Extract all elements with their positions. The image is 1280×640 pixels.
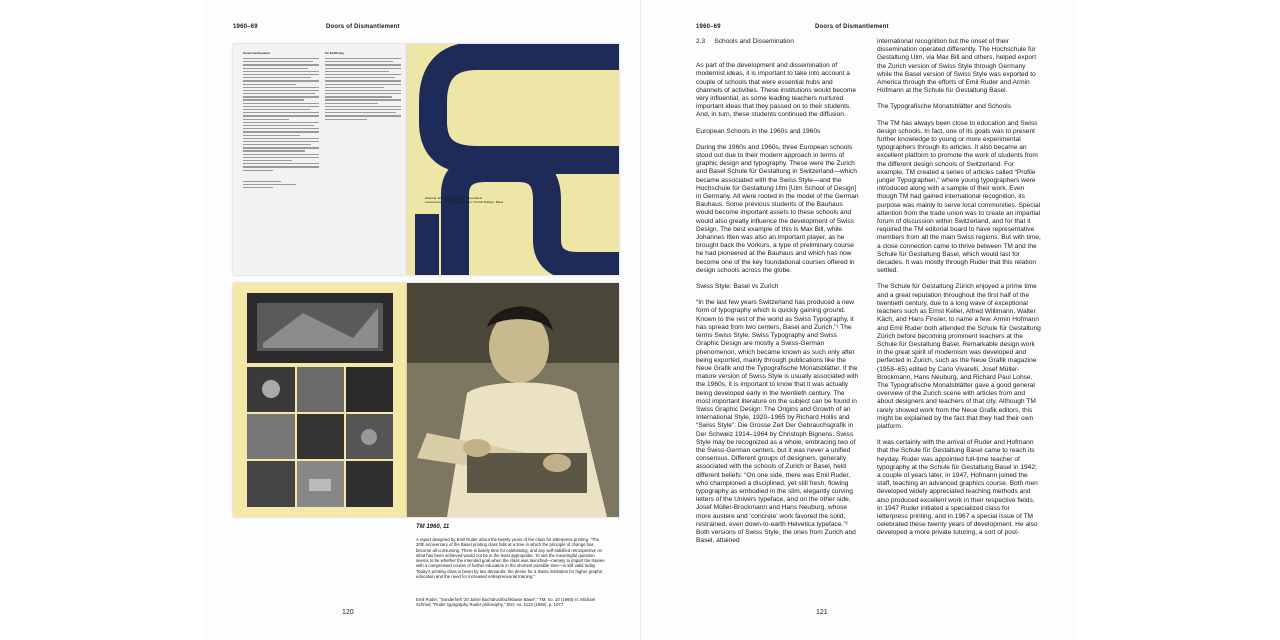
- right-column-2: [877, 38, 1041, 546]
- right-running-head-title: Doors of Dismantlement: [815, 24, 889, 30]
- cover-caption: [425, 196, 503, 204]
- left-running-head-title: Doors of Dismantlement: [326, 24, 400, 30]
- paragraph-european-schools: During the 1960s and 1960s, three European schools stood out due to their modern approach in terms of graphic design and typography. These were the Zurich and Basel Schule für Gestaltung in Switzerland—which became associated with the Swiss Style—and the Hochschule für Gestaltung Ulm [Ulm School of Design] in Germany. All were rooted in the model of the German Bauhaus. Some previous students of the Bauhaus would become important assets to these schools and would also greatly influence the development of Swiss Design. The best example of this is Max Bill, while Johannes Itten was also an important player, as he brought back the Vorkurs, a type of preliminary course he had pioneered at the Bauhaus and which has now become one of the key foundational courses offered in design schools across the globe.: [696, 143, 859, 274]
- left-running-head-date: 1960–69: [233, 24, 258, 30]
- photo-student-page: [407, 283, 619, 517]
- right-folio: 121: [816, 609, 828, 616]
- facsimile-text-page: [233, 44, 407, 275]
- subheading-tm-schools: The Typografische Monatsblätter and Schools: [877, 103, 1012, 111]
- cover-caption-line-2: Letterpresspreis und Begegnungen mit Rolf Rüdiger, Basel: [425, 200, 504, 204]
- facsimile-col-1-title: Gesetzt bei Neueinem: [243, 52, 270, 55]
- section-title: Schools and Dissemination: [714, 38, 794, 45]
- photo-grid-page: [233, 283, 407, 517]
- right-running-head-date: 1960–69: [696, 24, 721, 30]
- paragraph-dissemination: international recognition but the onset of their dissemination operated differently. The Hochschule für Gestaltung Ulm, via Max Bill and others, helped export the Zurich version of Swiss Style through Germany while the Basel version of Swiss Style was exported to America through the efforts of Emil Ruder and Armin Hofmann at the Schule für Gestaltung Basel.: [877, 38, 1037, 95]
- subheading-european-schools: European Schools in the 1960s and 1960s: [696, 127, 821, 135]
- facsimile-col-2: [325, 52, 401, 122]
- paragraph-tm: The TM has always been close to education and Swiss design schools. In fact, one of its goals was to present further knowledge to young or more experimental typographers through its articles. It also became an excellent platform to promote the work of students from the different design schools of Switzerland. For example, TM created a series of articles called “Profile junger Typographen,” where young typographers were introduced along with a sample of their work. Even though TM had gained international recognition, its purpose was mainly to serve local communities. Special attention from the trade union was to create an impartial forum of discussion within Switzerland, and for that it required the TM editorial board to have representative members from all the main Swiss regions. But with time, a close connection came to thrive between TM and the Schule für Gestaltung Basel, which would last for decades. It was mostly through Ruder that this relation settled.: [877, 119, 1041, 275]
- paragraph-swiss-style: “In the last few years Switzerland has produced a new form of typography which is quickly gaining ground. Known to the rest of the world as Swiss Typography, it has spread from two centers, Basel and Zurich.”¹ The terms Swiss Style, Swiss Typography and Swiss Graphic Design are mostly a Swiss-German phenomenon, which became known as such only after being exported, mainly through publications like the Neue Grafik and the Typografische Monatsblätter. If the mature version of Swiss Style is usually associated with the 1960s, it is important to know that it was actually being developed early in the twentieth century. The most important literature on the subject can be found in Swiss Graphic Design: The Origins and Growth of an International Style, 1920–1965 by Richard Hollis and “Swiss Style”: Die Grosse Zeit Der Gebrauchsgrafik in Der Schweiz 1914–1964 by Christoph Bignens. Swiss Style may be recognized as a whole, embracing two of the Swiss-German centers, but it was never a unified consensus. Different groups of designers, generally associated with the schools of Zurich or Basel, held different beliefs: “On one side, there was Emil Ruder, who championed a disciplined, yet still fresh, flowing typography as embodied in the slim, elegantly curving letters of the Univers typeface, and on the other side, Josef Müller-Brockmann and Hans Neuburg, whose more austere and ‘concrete’ work favored the solid, restrained, even down-to-earth Helvetica typeface.”² Both versions of Swiss Style, the ones from Zurich and Basel, attained: [696, 299, 859, 545]
- paragraph-basel: It was certainly with the arrival of Ruder and Hofmann that the Schule für Gestaltung Basel came to reach its heyday. Ruder was appointed full-time teacher of typography at the Schule für Gestaltung Basel in 1942; a couple of years later, in 1947, Hofmann joined the staff, teaching an advanced graphics course. Both men developed widely appreciated teaching methods and also produced excellent work in their respective fields. In 1947 Ruder initiated a specialized class for letterpress printing, and in 1967 a special issue of TM celebrated these twenty years of development. He also developed a more private tutoring, a sort of post-: [877, 439, 1038, 537]
- student-photo-image: [407, 283, 619, 517]
- right-column-1: [696, 38, 860, 553]
- facsimile-cover: [407, 44, 619, 275]
- caption-title: TM 1960, 11: [416, 524, 450, 530]
- subheading-swiss-style: Swiss Style: Basel vs Zurich: [696, 283, 779, 291]
- cover-caption-line-1: Zwanzig Jahre Buchdruckfachklasse Basel: [425, 196, 483, 200]
- photo-grid-image: [233, 283, 407, 517]
- left-folio: 120: [342, 609, 354, 616]
- section-number: 2.3: [696, 38, 706, 45]
- caption-text: A report designed by Emil Ruder about the twenty years of the class for letterpress printing. “The 20th anniversary of the Basel printing class falls at a time in which the principle of change has become all-consuming. There is barely time for celebrating, and any self-satisfied retrospective on what has been achieved would not be in the least appropriate. To see the meaningful question seems to be whether the intended goal when the class was launched—namely to impart the trainee with a compressed course of further education in the shortest possible time—is still valid today. Today’s printing class is beset by two demands: the desire for a Swiss institution for higher graphic education and the need for increased entrepreneurial training.”: [416, 537, 605, 580]
- cover-numerals-graphic: [407, 44, 619, 275]
- section-heading: [696, 38, 860, 46]
- intro-paragraph: As part of the development and dissemination of modernist ideas, it is important to take into account a couple of schools that were essential hubs and channels of activities. These institutions would become very influential, as some leading teachers nurtured important ideas that they passed on to their students. And, in turn, these students continued the diffusion.: [696, 62, 857, 119]
- facsimile-photo-spread: [233, 283, 619, 517]
- paragraph-zurich: The Schule für Gestaltung Zürich enjoyed a prime time and a great reputation throughout the first half of the twentieth century, due to a long wave of exceptional teachers such as Ernst Keller, Alfred Willimann, Walter Käch, and Hans Finsler, to name a few. Armin Hofmann and Emil Ruder both attended the Schule für Gestaltung Zürich before becoming prominent teachers at the Schule für Gestaltung Basel. Remarkable design work in the great spirit of modernism was developed and perfected in Zurich, such as the Neue Grafik magazine (1958–65) edited by Carlo Vivarelli, Josef Müller-Brockmann, Hans Neuburg, and Richard Paul Lohse. The Typografische Monatsblätter gave a good general overview of the Zurich scene with articles from and about designers and teachers of that city. Although TM rarely showed work from the Neue Grafik editors, this might be explained by the fact that they had their own platform.: [877, 283, 1041, 430]
- facsimile-cover-spread: [233, 44, 619, 275]
- facsimile-col-1: [243, 52, 319, 190]
- footnote-1: Emil Ruder, “Sonderheft ‘20 Jahre Buchdruckfachklasse Basel’,” TM, no. 10 (1960) in: Michael Schmid, “Ruder typography Ruder philosophy,” Zürr, no. 1123 (1960), p. 1077.: [416, 597, 596, 608]
- facsimile-col-2-title: Zur Einführung: [325, 52, 344, 55]
